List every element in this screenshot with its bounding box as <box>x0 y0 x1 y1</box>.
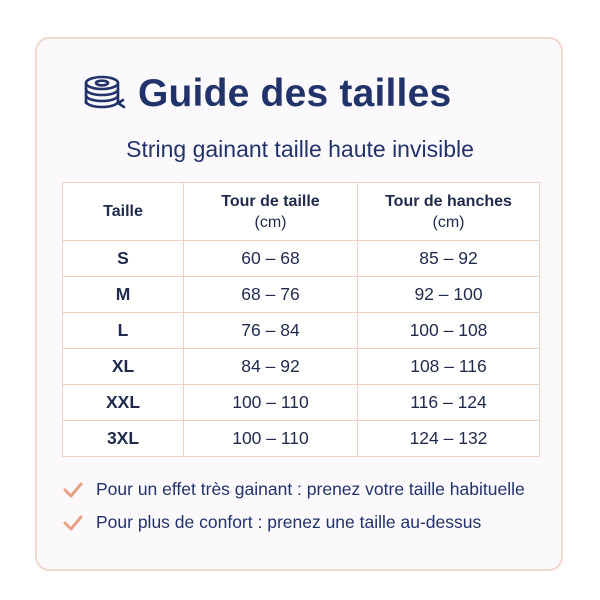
size-cell: 3XL <box>63 421 184 457</box>
header <box>80 68 451 120</box>
hips-cell: 116 – 124 <box>358 385 540 421</box>
waist-cell: 84 – 92 <box>184 349 358 385</box>
tip-item <box>62 478 542 501</box>
tip-text: Pour plus de confort : prenez une taille au-dessus <box>96 512 482 532</box>
measuring-tape-icon <box>80 71 126 117</box>
waist-cell: 100 – 110 <box>184 421 358 457</box>
header-hips: Tour de hanches (cm) <box>358 183 540 241</box>
size-cell: XXL <box>63 385 184 421</box>
product-subtitle: String gainant taille haute invisible <box>126 136 474 162</box>
table-row <box>63 241 540 277</box>
page-title: Guide des tailles <box>138 72 452 115</box>
tips-list <box>62 478 542 544</box>
tip-text: Pour un effet très gainant : prenez votre taille habituelle <box>96 479 525 499</box>
size-cell: XL <box>63 349 184 385</box>
table-header-row <box>63 183 540 241</box>
size-cell: S <box>63 241 184 277</box>
check-icon <box>62 512 84 534</box>
table-row <box>63 349 540 385</box>
hips-cell: 108 – 116 <box>358 349 540 385</box>
size-cell: M <box>63 277 184 313</box>
size-cell: L <box>63 313 184 349</box>
table-row <box>63 385 540 421</box>
hips-cell: 85 – 92 <box>358 241 540 277</box>
waist-cell: 76 – 84 <box>184 313 358 349</box>
table-row <box>63 421 540 457</box>
hips-cell: 92 – 100 <box>358 277 540 313</box>
tip-item <box>62 511 542 534</box>
table-row <box>63 277 540 313</box>
waist-cell: 68 – 76 <box>184 277 358 313</box>
waist-cell: 60 – 68 <box>184 241 358 277</box>
header-size: Taille <box>63 183 184 241</box>
check-icon <box>62 479 84 501</box>
header-waist: Tour de taille (cm) <box>184 183 358 241</box>
hips-cell: 124 – 132 <box>358 421 540 457</box>
size-table <box>62 182 540 457</box>
waist-cell: 100 – 110 <box>184 385 358 421</box>
hips-cell: 100 – 108 <box>358 313 540 349</box>
table-row <box>63 313 540 349</box>
